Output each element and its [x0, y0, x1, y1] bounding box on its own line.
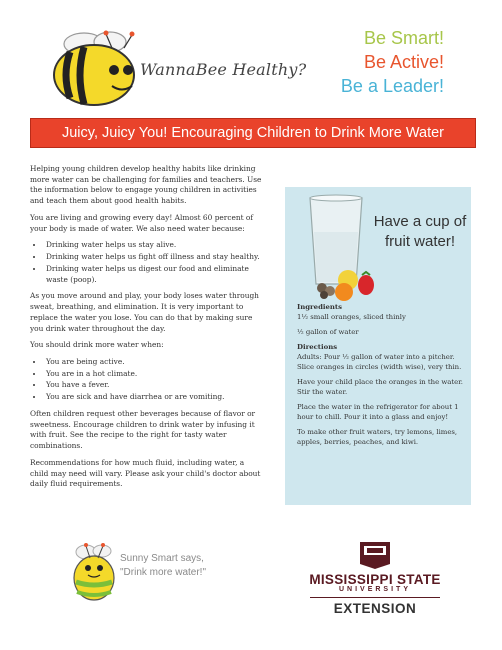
msu-extension: EXTENSION: [333, 601, 417, 616]
list-item: • You have a fever.: [44, 380, 262, 391]
msu-state-emblem-icon: [357, 540, 393, 570]
list-item: • You are in a hot climate.: [44, 369, 262, 380]
list-item: • You are sick and have diarrhea or are vomiting.: [44, 392, 262, 403]
intro-paragraph: Helping young children develop healthy habits like drinking more water can be challenging for families and teachers. Use the information below to engage young children in activities and teach them about good health habits.: [30, 164, 262, 206]
tagline-be-a-leader: Be a Leader!: [340, 76, 444, 96]
water-benefits-list: [30, 240, 262, 285]
msu-extension-logo: [302, 540, 448, 616]
title-banner: Juicy, Juicy You! Encouraging Children to Drink More Water: [30, 118, 476, 148]
direction-step-4: To make other fruit waters, try lemons, limes, apples, berries, peaches, and kiwi.: [297, 428, 458, 446]
list-item: • Drinking water helps us digest our food and eliminate waste (poop).: [44, 264, 262, 285]
article-body: [30, 164, 262, 496]
direction-step-3: Place the water in the refrigerator for about 1 hour to chill. Pour it into a glass and enjoy!: [297, 403, 459, 421]
drink-more-water-line: "Drink more water!": [120, 566, 207, 578]
directions-heading: Directions: [297, 343, 338, 351]
direction-step-2: Have your child place the oranges in the water. Stir the water.: [297, 378, 463, 396]
tagline-be-active: Be Active!: [363, 52, 444, 72]
list-item: • Drinking water helps us fight off illness and stay healthy.: [44, 252, 262, 263]
fruit-water-glass-image: [300, 192, 380, 302]
drink-more-when-paragraph: You should drink more water when:: [30, 340, 164, 350]
msu-divider: [310, 597, 440, 598]
recipe-heading: Have a cup of fruit water!: [373, 213, 467, 250]
direction-step-1: Adults: Pour ½ gallon of water into a pitcher. Slice oranges in circles (width wise), very thin.: [297, 353, 462, 371]
sunny-smart-quote: [120, 552, 206, 579]
ingredients-heading: Ingredients: [297, 303, 342, 311]
sunny-says-line: Sunny Smart says,: [120, 553, 204, 564]
flavor-paragraph: Often children request other beverages because of flavor or sweetness. Encourage children to drink water by infusing it with fruit. See the recipe to the right for tasty water combinations.: [30, 408, 256, 451]
list-item: • Drinking water helps us stay alive.: [44, 240, 262, 251]
ingredient-oranges: 1½ small oranges, sliced thinly: [297, 313, 406, 321]
list-item: • You are being active.: [44, 357, 262, 368]
msu-name: MISSISSIPPI STATE: [309, 572, 441, 587]
recipe-text: [297, 302, 463, 452]
recommendations-paragraph: Recommendations for how much fluid, including water, a child may need will vary. Please ask your child's doctor about daily fluid requirements.: [30, 457, 261, 489]
replace-water-paragraph: As you move around and play, your body loses water through sweat, breathing, and elimination. It is very important to replace the water you lose. You can do that by making sure you drink water throughout the day.: [30, 291, 259, 333]
msu-university: UNIVERSITY: [338, 586, 411, 593]
tagline-be-smart: Be Smart!: [363, 28, 444, 48]
body-water-paragraph: You are living and growing every day! Almost 60 percent of your body is made of water. We also need water because:: [30, 212, 254, 233]
logo-wordmark: WannaBee Healthy?: [140, 60, 307, 79]
ingredient-water: ½ gallon of water: [297, 328, 359, 336]
sunny-smart-bee-icon: [64, 538, 124, 602]
drink-more-list: [30, 357, 262, 403]
